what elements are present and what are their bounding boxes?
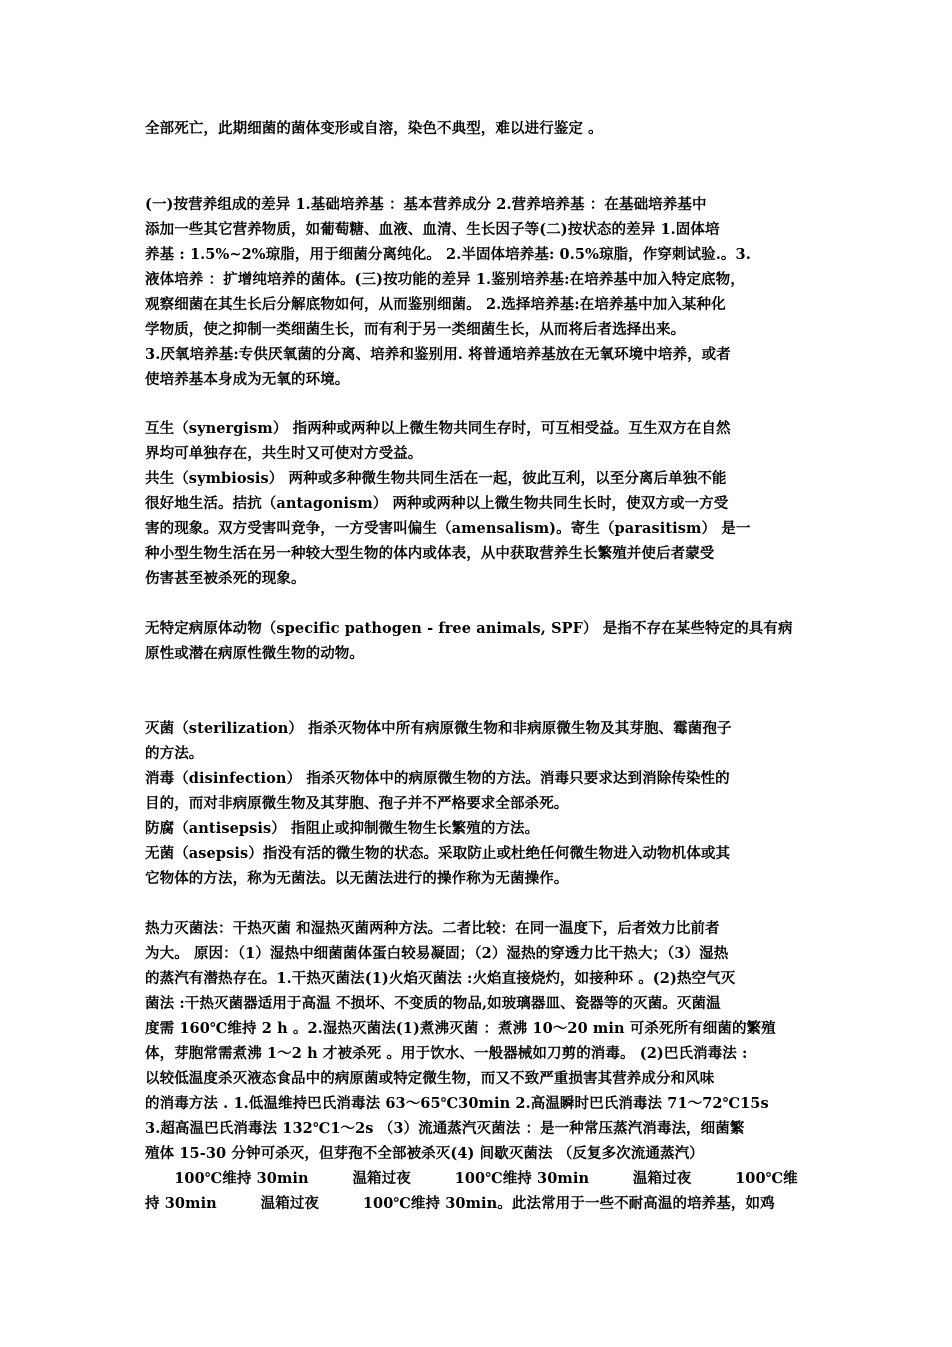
text-line: 它物体的方法，称为无菌法。以无菌法进行的操作称为无菌操作。 [145,870,569,887]
text-line: 害的现象。双方受害叫竞争，一方受害叫偏生（amensalism)。寄生（parasitism） 是一 [145,520,751,537]
text-line: 以较低温度杀灭液态食品中的病原菌或特定微生物，而又不致严重损害其营养成分和风味 [145,1070,715,1087]
paragraph-bacterial-death-phase [145,116,813,141]
text-line: 殖体 15-30 分钟可杀灭，但芽孢不全部被杀灭(4) 间歇灭菌法 （反复多次流通蒸汽） [145,1145,704,1162]
text-line: 100℃维持 30min 温箱过夜 100℃维持 30min 温箱过夜 100℃维 [145,1170,798,1187]
paragraph-heat-sterilization [145,916,813,1216]
text-line: 菌法 :干热灭菌器适用于高温 不损坏、不变质的物品,如玻璃器皿、瓷器等的灭菌。灭菌温 [145,995,721,1012]
text-line: 全部死亡，此期细菌的菌体变形或自溶，染色不典型，难以进行鉴定 。 [145,120,603,137]
text-line: (一)按营养组成的差异 1.基础培养基 ：基本营养成分 2.营养培养基 ：在基础培养基中 [145,196,707,213]
text-line: 很好地生活。拮抗（antagonism） 两种或两种以上微生物共同生长时，使双方或一方受 [145,495,729,512]
text-line: 原性或潜在病原性微生物的动物。 [145,645,364,662]
text-line: 持 30min 温箱过夜 100℃维持 30min。此法常用于一些不耐高温的培养基，如鸡 [145,1195,775,1212]
text-line: 度需 160℃维持 2 h 。2.湿热灭菌法(1)煮沸灭菌 ：煮沸 10～20 min 可杀死所有细菌的繁殖 [145,1020,776,1037]
paragraph-microbial-relationships [145,416,813,591]
paragraph-culture-media-types [145,192,813,392]
text-line: 的方法。 [145,745,204,762]
text-line: 体，芽胞常需煮沸 1～2 h 才被杀死 。用于饮水、一般器械如刀剪的消毒。 (2)巴氏消毒法 : [145,1045,748,1062]
text-line: 的蒸汽有潜热存在。1.干热灭菌法(1)火焰灭菌法 :火焰直接烧灼，如接种环 。(2)热空气灭 [145,970,736,987]
text-line: 界均可单独存在，共生时又可使对方受益。 [145,445,423,462]
text-line: 互生（synergism） 指两种或两种以上微生物共同生存时，可互相受益。互生双方在自然 [145,420,731,437]
paragraph-sterilization-terms [145,716,813,891]
text-line: 使培养基本身成为无氧的环境。 [145,371,350,388]
text-line: 3.超高温巴氏消毒法 132℃1～2s （3）流通蒸汽灭菌法 ：是一种常压蒸汽消毒法，细菌繁 [145,1120,745,1137]
text-line: 伤害甚至被杀死的现象。 [145,570,306,587]
text-line: 目的，而对非病原微生物及其芽胞、孢子并不严格要求全部杀死。 [145,795,569,812]
text-line: 消毒（disinfection） 指杀灭物体中的病原微生物的方法。消毒只要求达到消除传染性的 [145,770,730,787]
text-line: 灭菌（sterilization） 指杀灭物体中所有病原微生物和非病原微生物及其芽胞、霉菌孢子 [145,720,732,737]
text-line: 无菌（asepsis）指没有活的微生物的状态。采取防止或杜绝任何微生物进入动物机体或其 [145,845,731,862]
text-line: 防腐（antisepsis） 指阻止或抑制微生物生长繁殖的方法。 [145,820,540,837]
text-line: 种小型生物生活在另一种较大型生物的体内或体表，从中获取营养生长繁殖并使后者蒙受 [145,545,715,562]
paragraph-spf-animals [145,616,813,666]
text-line: 液体培养 ：扩增纯培养的菌体。(三)按功能的差异 1.鉴别培养基:在培养基中加入特定底物， [145,271,745,288]
text-line: 无特定病原体动物（specific pathogen - free animals, SPF） 是指不存在某些特定的具有病 [145,620,793,637]
text-line: 共生（symbiosis） 两种或多种微生物共同生活在一起，彼此互利，以至分离后单独不能 [145,470,727,487]
text-line: 添加一些其它营养物质，如葡萄糖、血液、血清、生长因子等(二)按状态的差异 1.固体培 [145,221,720,238]
text-line: 的消毒方法 . 1.低温维持巴氏消毒法 63～65℃30min 2.高温瞬时巴氏消毒法 71～72℃15s [145,1095,769,1112]
text-line: 养基 : 1.5%~2%琼脂，用于细菌分离纯化。 2.半固体培养基: 0.5%琼脂，作穿刺试验.。3. [145,246,751,263]
text-line: 为大。 原因：（1）湿热中细菌菌体蛋白较易凝固；（2）湿热的穿透力比干热大；（3）湿热 [145,945,729,962]
text-line: 3.厌氧培养基:专供厌氧菌的分离、培养和鉴别用. 将普通培养基放在无氧环境中培养，或者 [145,346,731,363]
text-line: 热力灭菌法：干热灭菌 和湿热灭菌两种方法。二者比较：在同一温度下，后者效力比前者 [145,920,720,937]
text-line: 观察细菌在其生长后分解底物如何，从而鉴别细菌。 2.选择培养基:在培养基中加入某种化 [145,296,726,313]
text-line: 学物质，使之抑制一类细菌生长，而有利于另一类细菌生长，从而将后者选择出来。 [145,321,686,338]
